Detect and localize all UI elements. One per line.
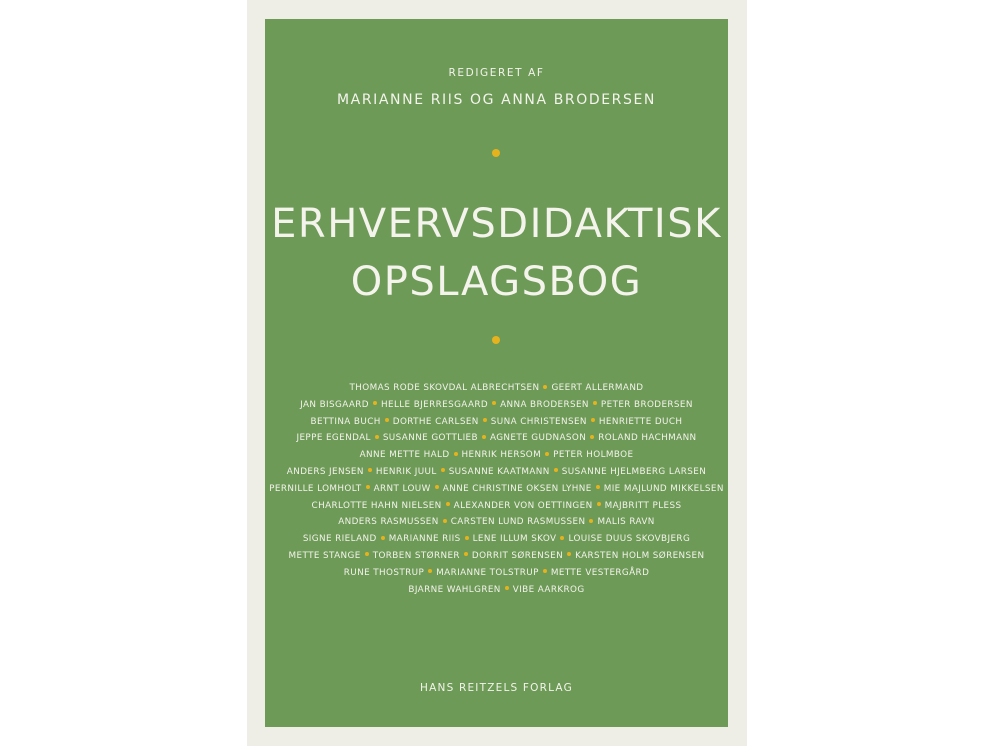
contributor-name: HENRIK HERSOM: [461, 450, 542, 461]
separator-dot: [365, 552, 369, 556]
contributor-name: AGNETE GUDNASON: [489, 433, 587, 444]
top-accent-dot: [492, 149, 500, 157]
bottom-accent-dot: [492, 336, 500, 344]
contributor-name: DORRIT SØRENSEN: [471, 550, 564, 561]
contributor-name: BJARNE WAHLGREN: [408, 584, 501, 595]
separator-dot: [543, 385, 547, 389]
contributor-line: [265, 481, 728, 498]
book-title: [265, 195, 728, 311]
separator-dot: [385, 418, 389, 422]
contributor-name: KARSTEN HOLM SØRENSEN: [575, 550, 705, 561]
separator-dot: [381, 536, 385, 540]
contributor-name: JEPPE EGENDAL: [296, 433, 371, 444]
contributor-line: [265, 531, 728, 548]
separator-dot: [505, 586, 509, 590]
separator-dot: [435, 485, 439, 489]
contributor-line: [265, 514, 728, 531]
contributor-line: [265, 447, 728, 464]
contributor-name: PETER HOLMBOE: [553, 450, 634, 461]
contributor-name: HELLE BJERRESGAARD: [380, 399, 489, 410]
contributor-name: MARIANNE TOLSTRUP: [436, 567, 539, 578]
separator-dot: [545, 452, 549, 456]
contributor-name: MAJBRITT PLESS: [604, 500, 682, 511]
book-cover: [265, 19, 728, 727]
separator-dot: [597, 502, 601, 506]
contributor-name: SUSANNE GOTTLIEB: [382, 433, 478, 444]
contributor-name: HENRIK JUUL: [375, 466, 437, 477]
contributor-name: HENRIETTE DUCH: [598, 416, 683, 427]
separator-dot: [590, 435, 594, 439]
contributor-line: [265, 548, 728, 565]
contributor-name: THOMAS RODE SKOVDAL ALBRECHTSEN: [349, 383, 540, 393]
contributor-name: TORBEN STØRNER: [372, 550, 460, 561]
contributor-name: ANDERS RASMUSSEN: [338, 517, 439, 528]
book-title-line-1: ERHVERVSDIDAKTISK: [271, 201, 722, 247]
contributor-name: ANNE METTE HALD: [359, 450, 450, 461]
separator-dot: [366, 485, 370, 489]
contributor-name: ROLAND HACHMANN: [598, 433, 697, 444]
contributor-name: BETTINA BUCH: [310, 416, 381, 427]
separator-dot: [492, 401, 496, 405]
contributor-name: VIBE AARKROG: [512, 584, 585, 595]
contributor-name: PETER BRODERSEN: [600, 399, 693, 410]
separator-dot: [543, 569, 547, 573]
contributor-line: [265, 464, 728, 481]
separator-dot: [373, 401, 377, 405]
publisher-name: HANS REITZELS FORLAG: [420, 682, 573, 694]
contributor-name: MIE MAJLUND MIKKELSEN: [603, 483, 724, 494]
contributor-line: [265, 498, 728, 515]
contributor-name: JAN BISGAARD: [300, 399, 369, 410]
contributor-name: PERNILLE LOMHOLT: [269, 483, 362, 494]
contributors-list: [265, 380, 728, 598]
separator-dot: [567, 552, 571, 556]
contributor-name: ANNE CHRISTINE OKSEN LYHNE: [442, 483, 592, 494]
contributor-name: SUSANNE KAATMANN: [448, 466, 550, 477]
contributor-name: CHARLOTTE HAHN NIELSEN: [311, 500, 442, 511]
separator-dot: [446, 502, 450, 506]
separator-dot: [441, 468, 445, 472]
contributor-name: ARNT LOUW: [373, 483, 431, 494]
edited-by-label: REDIGERET AF: [448, 67, 545, 79]
separator-dot: [465, 536, 469, 540]
separator-dot: [443, 519, 447, 523]
contributor-name: SIGNE RIELAND: [302, 534, 377, 545]
separator-dot: [589, 519, 593, 523]
contributor-name: LENE ILLUM SKOV: [472, 534, 557, 545]
contributor-name: MARIANNE RIIS: [388, 534, 461, 545]
contributor-line: [265, 565, 728, 582]
separator-dot: [375, 435, 379, 439]
contributor-name: GEERT ALLERMAND: [551, 383, 644, 393]
contributor-name: LOUISE DUUS SKOVBJERG: [568, 534, 691, 545]
separator-dot: [368, 468, 372, 472]
separator-dot: [482, 435, 486, 439]
contributor-name: METTE STANGE: [288, 550, 361, 561]
contributor-name: ANDERS JENSEN: [286, 466, 364, 477]
editors-names: MARIANNE RIIS OG ANNA BRODERSEN: [336, 92, 657, 108]
separator-dot: [483, 418, 487, 422]
contributor-line: [265, 380, 728, 397]
separator-dot: [428, 569, 432, 573]
separator-dot: [596, 485, 600, 489]
contributor-name: ANNA BRODERSEN: [500, 399, 589, 410]
contributor-name: METTE VESTERGÅRD: [550, 567, 650, 578]
separator-dot: [593, 401, 597, 405]
separator-dot: [554, 468, 558, 472]
contributor-name: CARSTEN LUND RASMUSSEN: [450, 517, 586, 528]
separator-dot: [591, 418, 595, 422]
contributor-line: [265, 414, 728, 431]
separator-dot: [560, 536, 564, 540]
separator-dot: [454, 452, 458, 456]
contributor-name: SUNA CHRISTENSEN: [490, 416, 587, 427]
contributor-line: [265, 397, 728, 414]
separator-dot: [464, 552, 468, 556]
contributor-name: DORTHE CARLSEN: [392, 416, 479, 427]
contributor-line: [265, 582, 728, 599]
contributor-line: [265, 430, 728, 447]
contributor-name: SUSANNE HJELMBERG LARSEN: [561, 466, 707, 477]
contributor-name: RUNE THOSTRUP: [343, 567, 425, 578]
book-title-line-2: OPSLAGSBOG: [350, 259, 643, 305]
contributor-name: MALIS RAVN: [597, 517, 655, 528]
contributor-name: ALEXANDER VON OETTINGEN: [453, 500, 593, 511]
